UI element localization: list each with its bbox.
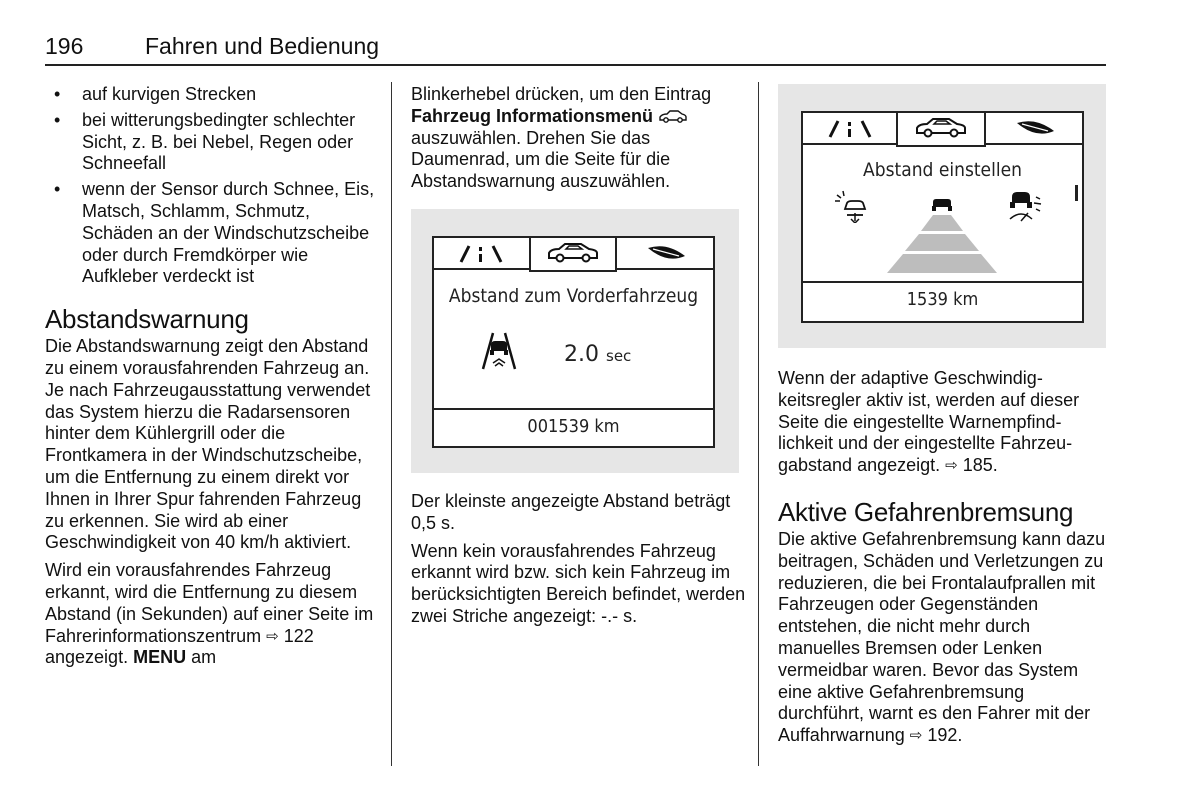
running-title: Fahren und Bedienung [145, 33, 380, 59]
display-screenshot-adjust [778, 84, 1106, 348]
menu-key-label: MENU [133, 647, 187, 668]
eco-leaf-icon [634, 238, 700, 270]
paragraph: Wenn kein vorausfahrendes Fahrzeug erkannt wird bzw. sich kein Fahrzeug im berücksichtigten Bereich befindet, werden zwei Striche angezeigt: -.- s. [411, 540, 746, 626]
car-icon [545, 241, 601, 267]
paragraph: Der kleinste angezeigte Abstand beträgt 0,5 s. [411, 491, 731, 533]
header-rule [45, 64, 1106, 66]
display-title: Abstand einstellen [863, 159, 1022, 181]
column-1 [45, 84, 380, 669]
bullet-list [45, 84, 380, 288]
scrollbar-thumb[interactable] [1075, 185, 1078, 201]
list-item-text: auf kurvigen Strecken [82, 84, 257, 104]
reference-arrow-icon: ⇨ [909, 727, 923, 745]
list-item [45, 110, 380, 175]
distance-setting-graphic [883, 193, 1001, 279]
paragraph: Die aktive Gefahrenbremsung kann dazu beitragen, Schäden und Verletzungen zu reduzieren, die bei Frontalaufprallen mit Fahrzeugen oder Gegenständen entstehen, die nicht mehr durch manuelles Bremsen oder Lenken vermeidbar waren. Bevor das System eine aktive Gefahrenbremsung durchführt, warnt es den Fahrer mit der Auffahrwarnung ⇨ 192. [778, 528, 1106, 746]
page-number: 196 [45, 33, 84, 59]
bullet-icon: • [54, 84, 61, 104]
paragraph: Wird ein vorausfahrendes Fahrzeug erkannt, wird die Entfernung zu diesem Abstand (in Sekunden) auf einer Seite im Fahrerinformationszentrum ⇨ 122 angezeigt. MENU am [45, 560, 374, 668]
display-title: Abstand zum Vorderfahrzeug [448, 285, 699, 307]
list-item-text: wenn der Sensor durch Schnee, Eis, Matsch, Schlamm, Schmutz, Schäden an der Windschutzscheibe oder durch Fremdkörper wie Aufkleber verdeckt ist [82, 179, 375, 287]
collision-alert-icon [833, 189, 873, 227]
distance-value: 2.0 sec [564, 342, 632, 367]
list-item [45, 84, 380, 106]
display-panel [432, 236, 715, 448]
following-distance-icon [479, 331, 519, 375]
section-heading: Aktive Gefahrenbremsung [778, 496, 1074, 527]
column-2 [411, 84, 741, 193]
column-divider [758, 82, 759, 766]
eco-leaf-icon [1003, 113, 1069, 145]
odometer: 001539 km [527, 416, 620, 437]
car-icon [913, 116, 969, 142]
section-heading: Abstandswarnung [45, 304, 249, 335]
column-2-lower [411, 491, 746, 628]
odometer: 1539 km [906, 289, 979, 310]
menu-entry-label: Fahrzeug Informationsmenü [411, 105, 654, 126]
paragraph: Die Abstandswarnung zeigt den Abstand zu einem vorausfahrenden Fahrzeug an. Je nach Fahrzeugausstattung verwendet das System hierzu die Radarsensoren hinter dem Kühlergrill oder die Frontkamera in der Windschutzscheibe, um die Entfernung zu einem direkt vor Ihnen in Ihrer Spur fahrenden Fahrzeug zu erkennen. Sie wird ab einer Geschwindigkeit von 40 km/h aktiviert. [45, 336, 371, 553]
reference-arrow-icon: ⇨ [945, 457, 958, 475]
list-item [45, 179, 380, 288]
paragraph: Wenn der adaptive Geschwindigkeitsregler aktiv ist, werden auf dieser Seite die eingestellte Warnempfindlichkeit und der eingestellte Fahrzeugabstand angezeigt. ⇨ 185. [778, 368, 1080, 476]
bullet-icon: • [54, 109, 61, 130]
reference-arrow-icon: ⇨ [266, 627, 279, 645]
column-divider [391, 82, 392, 766]
column-3 [778, 368, 1108, 747]
bullet-icon: • [54, 179, 61, 200]
paragraph: Blinkerhebel drücken, um den Eintrag Fahrzeug Informationsmenü auszuwählen. Drehen Sie das Daumenrad, um die Seite für die Abstandswarnung auszuwählen. [411, 84, 712, 192]
tab-vehicle-info[interactable] [896, 113, 986, 147]
tab-vehicle-info[interactable] [529, 238, 617, 272]
list-item-text: bei witterungsbedingter schlechter Sicht, z. B. bei Nebel, Regen oder Schneefall [82, 109, 356, 174]
lane-assist-icon [817, 113, 883, 145]
lane-assist-icon [448, 238, 514, 270]
display-panel [801, 111, 1084, 323]
acc-sensitivity-icon [1006, 189, 1044, 227]
distance-unit: sec [606, 347, 632, 365]
display-screenshot-distance [411, 209, 739, 473]
car-icon [658, 106, 688, 126]
